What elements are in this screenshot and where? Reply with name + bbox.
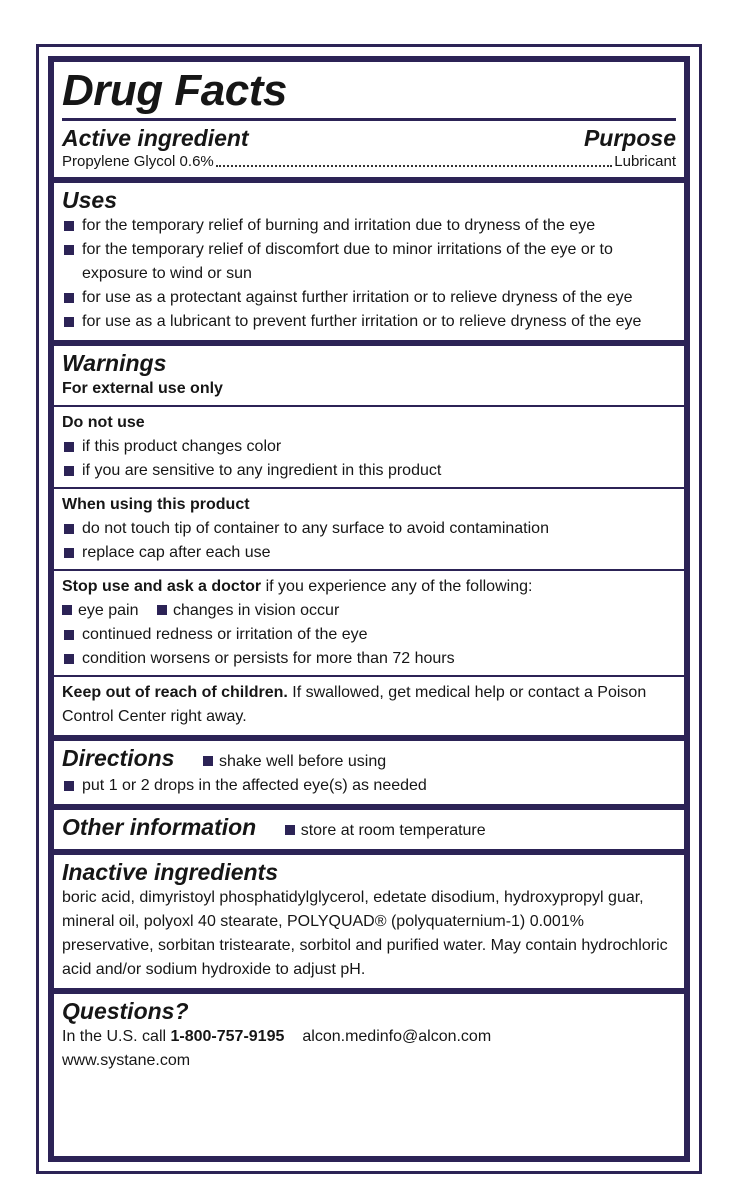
divider bbox=[54, 569, 684, 571]
list-item: for the temporary relief of discomfort due to minor irritations of the eye or to exposure to wind or sun bbox=[62, 238, 676, 286]
questions-section bbox=[54, 994, 684, 1156]
list-item: for use as a lubricant to prevent further irritation or to relieve dryness of the eye bbox=[62, 310, 676, 334]
list-item: for the temporary relief of burning and irritation due to dryness of the eye bbox=[62, 214, 676, 238]
active-section bbox=[54, 62, 684, 177]
list-item: changes in vision occur bbox=[157, 599, 339, 623]
list-item: eye pain bbox=[62, 599, 139, 623]
list-item: if this product changes color bbox=[62, 435, 676, 459]
stop-use-text: if you experience any of the following: bbox=[261, 578, 533, 595]
list-item: shake well before using bbox=[203, 750, 386, 774]
uses-heading: Uses bbox=[62, 187, 117, 213]
phone-number: 1-800-757-9195 bbox=[170, 1028, 285, 1045]
when-using-heading: When using this product bbox=[62, 496, 250, 513]
leader-dots bbox=[216, 152, 613, 167]
keep-out-heading: Keep out of reach of children. bbox=[62, 684, 288, 701]
list-item: for use as a protectant against further irritation or to relieve dryness of the eye bbox=[62, 286, 676, 310]
do-not-use-heading: Do not use bbox=[62, 414, 145, 431]
list-item: condition worsens or persists for more than 72 hours bbox=[62, 647, 676, 671]
stop-use-heading: Stop use and ask a doctor bbox=[62, 578, 262, 595]
list-item: put 1 or 2 drops in the affected eye(s) as needed bbox=[62, 774, 676, 798]
questions-heading: Questions? bbox=[62, 998, 189, 1024]
list-item: replace cap after each use bbox=[62, 541, 676, 565]
active-ingredient: Propylene Glycol 0.6% bbox=[62, 153, 214, 170]
drug-facts-panel bbox=[48, 56, 690, 1162]
stop-use-line bbox=[62, 575, 676, 599]
divider bbox=[62, 118, 676, 121]
active-heading: Active ingredient bbox=[62, 125, 249, 151]
inactive-text: boric acid, dimyristoyl phosphatidylglycerol, edetate disodium, hydroxypropyl guar, mineral oil, polyoxl 40 stearate, POLYQUAD® (polyquaternium-1) 0.001% preservative, sorbitan tristearate, sorbitol and purified water. May contain hydrochloric acid and/or sodium hydroxide to adjust pH. bbox=[62, 889, 668, 978]
questions-call-line bbox=[62, 1025, 676, 1049]
divider bbox=[54, 487, 684, 489]
external-use: For external use only bbox=[62, 380, 223, 397]
email: alcon.medinfo@alcon.com bbox=[302, 1028, 492, 1045]
uses-section bbox=[54, 183, 684, 340]
list-item: continued redness or irritation of the eye bbox=[62, 623, 676, 647]
keep-out-text: If swallowed, get medical help or contact a Poison Control Center right away. bbox=[62, 684, 647, 725]
keep-out-line bbox=[62, 681, 676, 729]
warnings-section bbox=[54, 346, 684, 735]
active-ingredient-row bbox=[62, 152, 676, 171]
directions-heading: Directions bbox=[62, 745, 175, 771]
list-item: if you are sensitive to any ingredient in this product bbox=[62, 459, 676, 483]
other-info-heading: Other information bbox=[62, 814, 257, 840]
inactive-heading: Inactive ingredients bbox=[62, 859, 279, 885]
list-item: store at room temperature bbox=[285, 819, 486, 843]
other-info-section bbox=[54, 810, 684, 849]
call-prefix: In the U.S. call bbox=[62, 1028, 171, 1045]
purpose-heading: Purpose bbox=[583, 125, 676, 151]
website: www.systane.com bbox=[62, 1052, 191, 1069]
directions-section bbox=[54, 741, 684, 804]
divider bbox=[54, 405, 684, 407]
page-title: Drug Facts bbox=[62, 66, 287, 115]
active-purpose: Lubricant bbox=[614, 153, 676, 170]
inactive-section bbox=[54, 855, 684, 988]
list-item: do not touch tip of container to any surface to avoid contamination bbox=[62, 517, 676, 541]
warnings-heading: Warnings bbox=[62, 350, 167, 376]
divider bbox=[54, 675, 684, 677]
stop-use-inline bbox=[62, 599, 676, 623]
